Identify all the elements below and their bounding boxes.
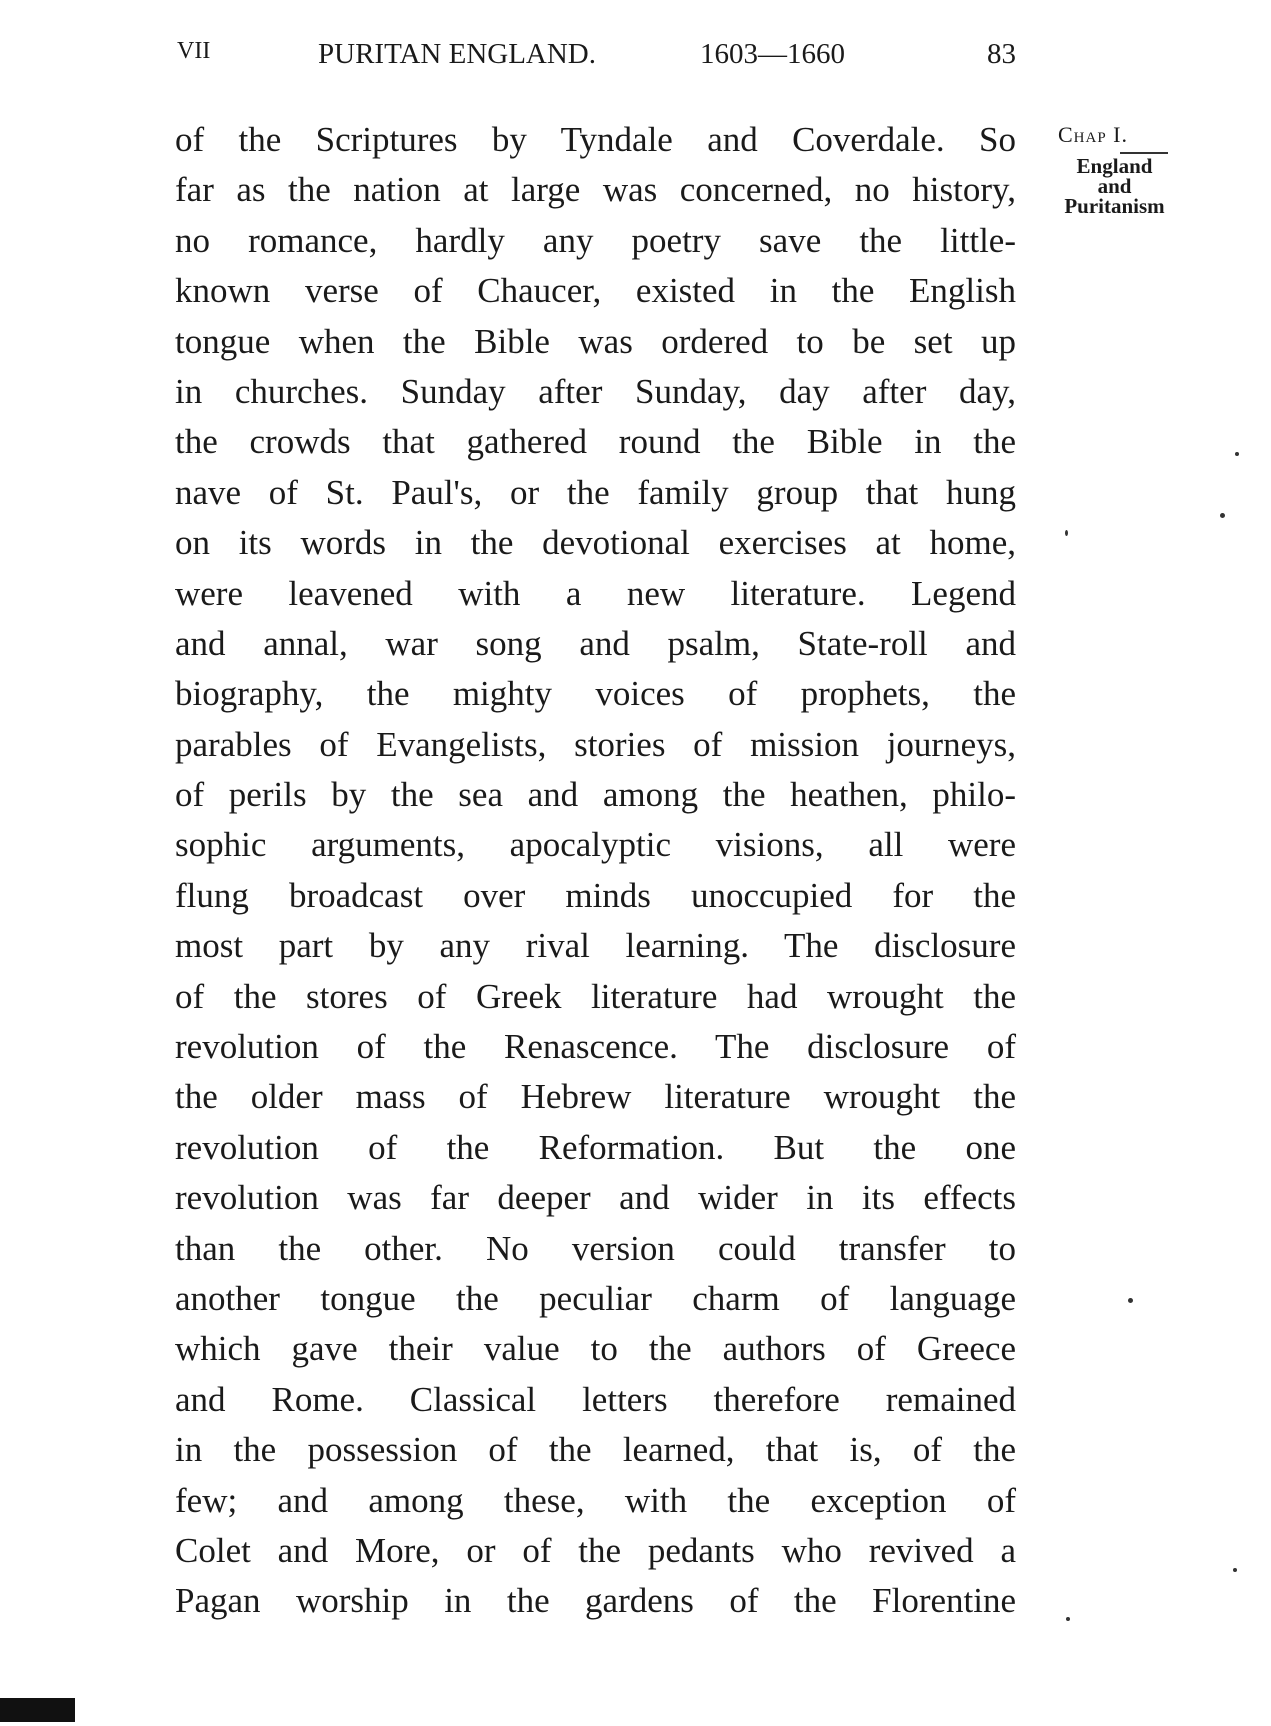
scan-speck (1128, 1298, 1133, 1303)
scan-speck (1065, 530, 1068, 536)
text-line: revolution of the Reformation. But the one (175, 1127, 1016, 1167)
running-header (175, 38, 1016, 78)
text-line: of the stores of Greek literature had wrought the (175, 976, 1016, 1016)
text-line: parables of Evangelists, stories of mission journeys, (175, 724, 1016, 764)
body-text (175, 115, 1016, 1627)
header-years: 1603—1660 (700, 38, 845, 70)
page-number: 83 (987, 38, 1016, 70)
text-line: on its words in the devotional exercises at home, (175, 523, 1016, 563)
text-line: the crowds that gathered round the Bible in the (175, 422, 1016, 462)
text-line: nave of St. Paul's, or the family group that hung (175, 472, 1016, 512)
text-line: biography, the mighty voices of prophets, the (175, 674, 1016, 714)
text-line: which gave their value to the authors of Greece (175, 1329, 1016, 1369)
text-line: sophic arguments, apocalyptic visions, all were (175, 825, 1016, 865)
text-line: and annal, war song and psalm, State-roll and (175, 623, 1016, 663)
scan-speck (1066, 1617, 1070, 1621)
text-line: Colet and More, or of the pedants who revived a (175, 1530, 1016, 1570)
text-line: of the Scriptures by Tyndale and Coverdale. So (175, 120, 1016, 159)
scan-speck (1233, 1568, 1237, 1572)
text-line: another tongue the peculiar charm of language (175, 1278, 1016, 1318)
text-line: few; and among these, with the exception of (175, 1480, 1016, 1520)
text-line: were leavened with a new literature. Legend (175, 573, 1016, 613)
text-line: revolution was far deeper and wider in its effects (175, 1178, 1016, 1218)
text-line: tongue when the Bible was ordered to be set up (175, 321, 1016, 361)
margin-topic-3: Puritanism (1064, 194, 1165, 218)
text-line: in the possession of the learned, that is, of the (175, 1430, 1016, 1470)
margin-topic-1: England (1076, 154, 1153, 178)
text-line: of perils by the sea and among the heathen, philo- (175, 775, 1016, 815)
text-line: revolution of the Renascence. The disclosure of (175, 1027, 1016, 1067)
header-chapter: VII (177, 38, 211, 64)
text-line: and Rome. Classical letters therefore remained (175, 1379, 1016, 1419)
text-line: the older mass of Hebrew literature wrought the (175, 1077, 1016, 1117)
scan-artifact (0, 1698, 75, 1722)
text-line: Pagan worship in the gardens of the Florentine (175, 1581, 1016, 1621)
text-line: than the other. No version could transfer to (175, 1228, 1016, 1268)
text-line: in churches. Sunday after Sunday, day after day, (175, 371, 1016, 411)
scan-speck (1235, 452, 1239, 456)
text-line: most part by any rival learning. The disclosure (175, 926, 1016, 966)
text-line: known verse of Chaucer, existed in the English (175, 271, 1016, 311)
margin-topic-2: and (1097, 174, 1132, 198)
header-title: PURITAN ENGLAND. (318, 38, 596, 70)
text-line: no romance, hardly any poetry save the little- (175, 220, 1016, 260)
margin-chapter: Chap I. (1058, 122, 1129, 147)
text-line: flung broadcast over minds unoccupied for the (175, 875, 1016, 915)
scan-speck (1220, 513, 1225, 518)
text-line: far as the nation at large was concerned, no history, (175, 170, 1016, 210)
margin-note (1052, 124, 1177, 216)
